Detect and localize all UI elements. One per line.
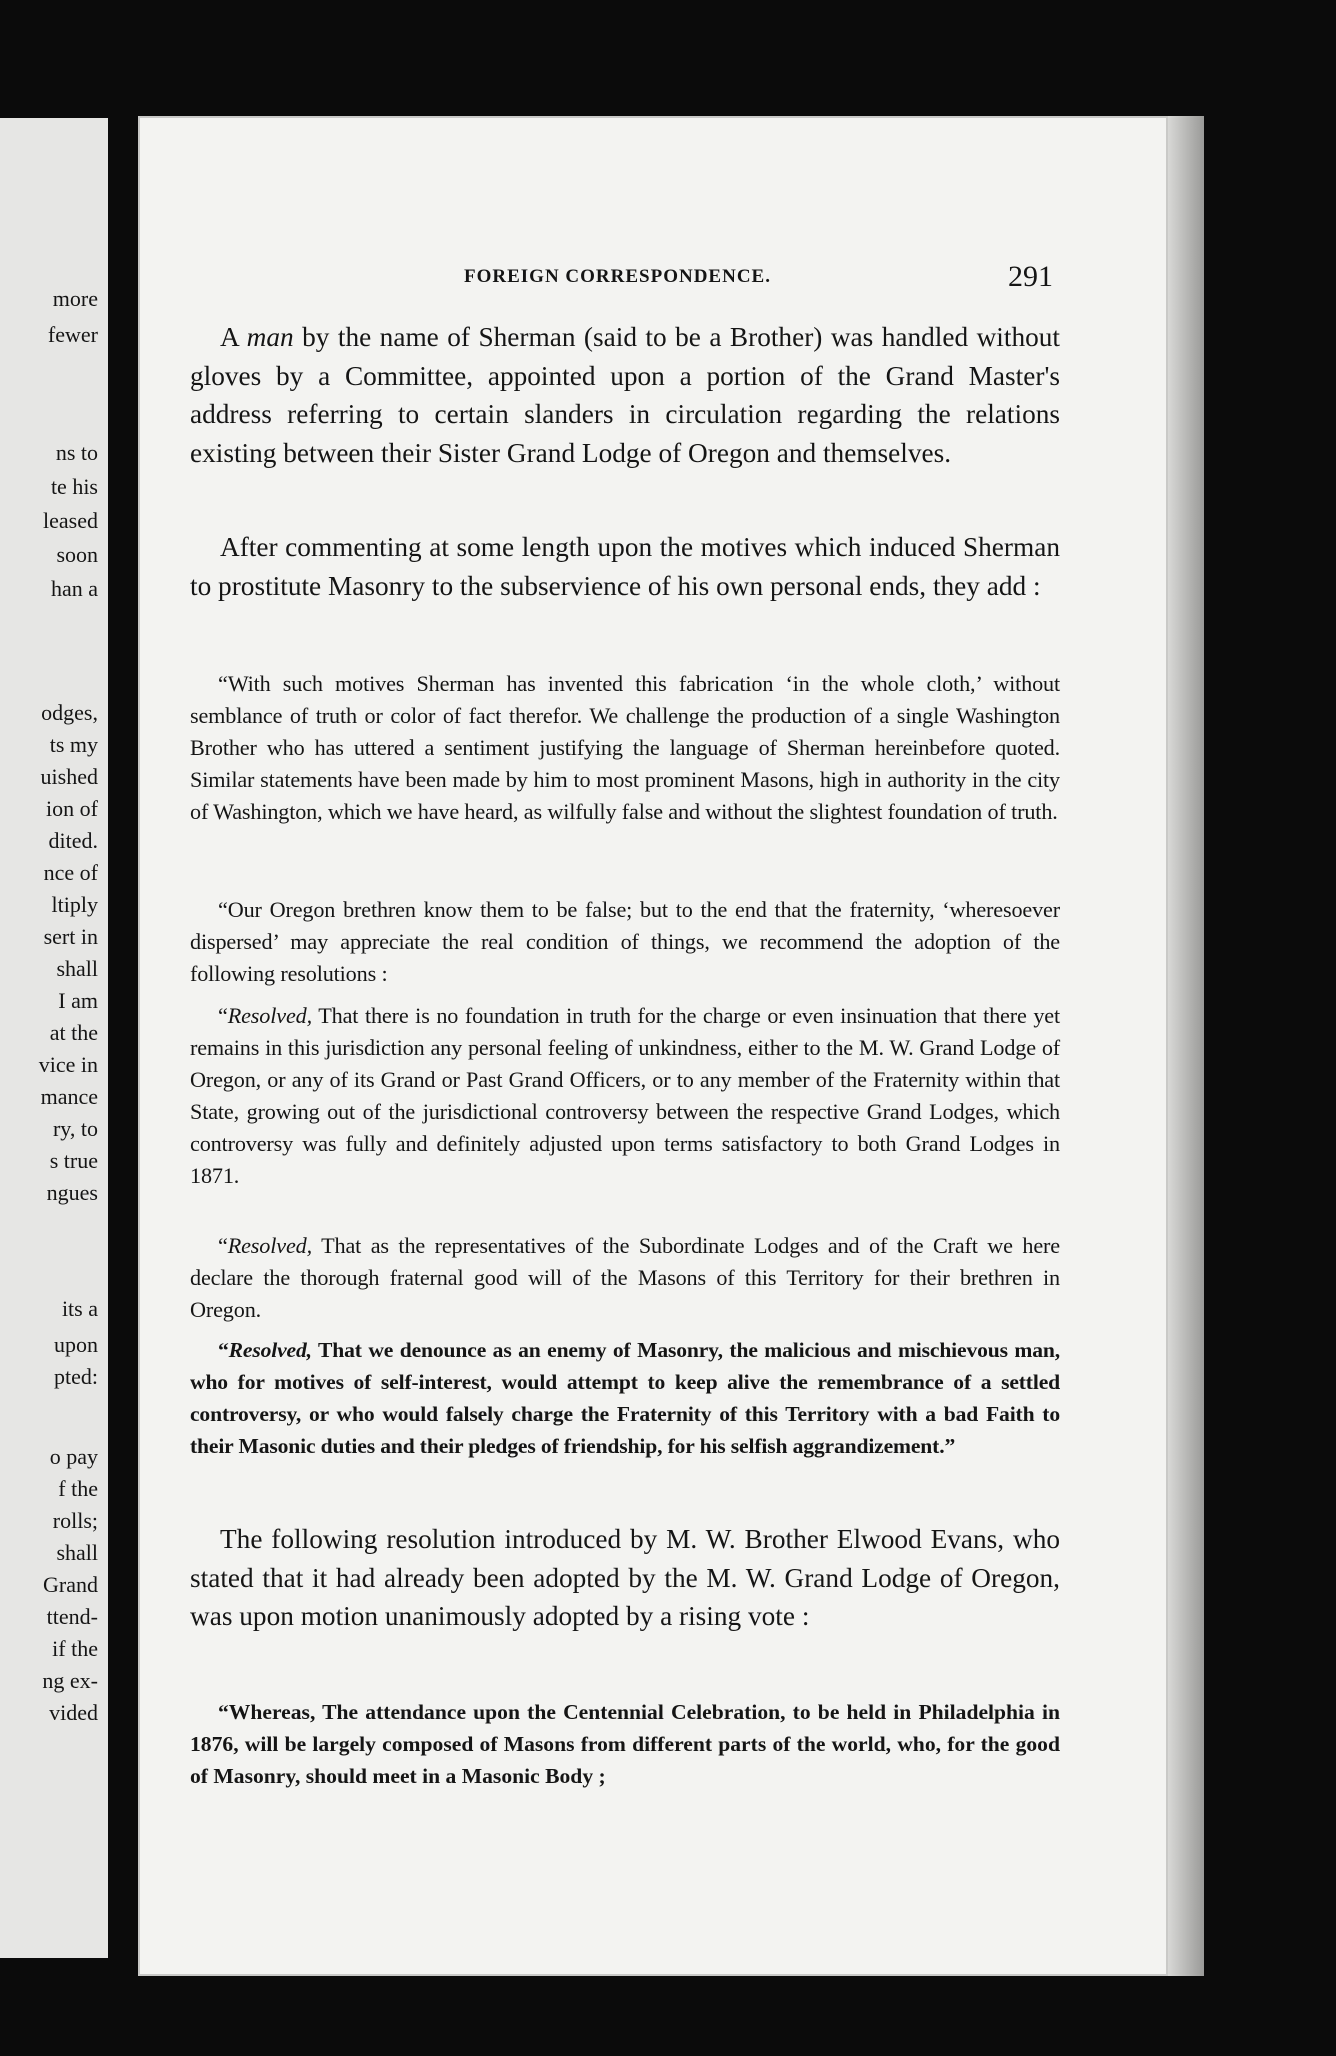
resolution-2: “Resolved, That as the representatives of the Subordinate Lodges and of the Craft we here declare the thorough fraternal good will of the Masons of this Territory for their brethren in Oregon. xyxy=(190,1233,1060,1322)
quote-2: “Our Oregon brethren know them to be false; but to the end that the fraternity, ‘wheresoever dispersed’ may appreciate the real condition of things, we recommend the adoption of the following resolutions : xyxy=(190,897,1060,986)
paragraph-2: After commenting at some length upon the motives which induced Sherman to prostitute Masonry to the subservience of his own personal ends, they add : xyxy=(190,532,1060,601)
previous-page-line: o pay xyxy=(49,1444,98,1469)
previous-page-line: ns to xyxy=(55,440,98,465)
running-head: FOREIGN CORRESPONDENCE. xyxy=(464,266,771,287)
previous-page-line: vice in xyxy=(38,1052,98,1077)
previous-page-line: ng ex- xyxy=(42,1668,98,1693)
previous-page-line: fewer xyxy=(47,322,98,347)
previous-page-line: nce of xyxy=(43,860,98,885)
previous-page-line: odges, xyxy=(41,700,98,725)
whereas-clause: “Whereas, The attendance upon the Centennial Celebration, to be held in Philadelphia in 1876, will be largely composed of Masons from different parts of the world, who, for the good of Masonry, should meet in a Masonic Body ; xyxy=(190,1700,1060,1788)
previous-page-line: s true xyxy=(49,1148,98,1173)
previous-page-line: ttend- xyxy=(46,1604,98,1629)
previous-page-line: if the xyxy=(52,1636,98,1661)
previous-page-line: ltiply xyxy=(51,892,98,917)
paragraph-3: The following resolution introduced by M. W. Brother Elwood Evans, who stated that it had already been adopted by the M. W. Grand Lodge of Oregon, was upon motion unanimously adopted by a rising vote : xyxy=(190,1524,1060,1631)
previous-page-line: mance xyxy=(40,1084,98,1109)
previous-page-line: uished xyxy=(40,764,98,789)
previous-page-line: more xyxy=(52,286,98,311)
previous-page-line: dited. xyxy=(48,828,98,853)
page-edge xyxy=(1168,116,1204,1976)
previous-page-line: ion of xyxy=(46,796,98,821)
previous-page-line: ry, to xyxy=(52,1116,98,1141)
previous-page-line: Grand xyxy=(43,1572,98,1597)
previous-page-strip xyxy=(0,118,108,1958)
previous-page-line: pted: xyxy=(54,1364,98,1389)
previous-page-line: te his xyxy=(50,474,98,499)
previous-page-line: sert in xyxy=(43,924,98,949)
previous-page-line: vided xyxy=(49,1700,98,1725)
italic-word: man xyxy=(246,322,294,352)
previous-page-line: rolls; xyxy=(52,1508,98,1533)
whereas-label: “Whereas, xyxy=(218,1700,316,1724)
previous-page-line: soon xyxy=(56,542,98,567)
resolution-3: “Resolved, That we denounce as an enemy of Masonry, the malicious and mischievous man, who for motives of self-interest, would attempt to keep alive the remembrance of a settled controversy, or who would falsely charge the Fraternity of this Territory with a bad Faith to their Masonic duties and their pledges of friendship, for his selfish aggrandizement.” xyxy=(190,1338,1060,1458)
previous-page-line: ts my xyxy=(49,732,98,757)
previous-page-line: I am xyxy=(58,988,98,1013)
previous-page-line: f the xyxy=(58,1476,98,1501)
resolved-label: Resolved, xyxy=(227,1233,312,1258)
previous-page-line: ngues xyxy=(46,1180,98,1205)
previous-page-line: at the xyxy=(49,1020,98,1045)
previous-page-line: han a xyxy=(50,576,98,601)
previous-page-line: shall xyxy=(56,956,98,981)
resolution-1: “Resolved, That there is no foundation in truth for the charge or even insinuation that there yet remains in this jurisdiction any personal feeling of unkindness, either to the M. W. Grand Lodge of Oregon, or any of its Grand or Past Grand Officers, or to any member of the Fraternity within that State, growing out of the jurisdictional controversy between the respective Grand Lodges, which controversy was fully and definitely adjusted upon terms satisfactory to both Grand Lodges in 1871. xyxy=(190,1003,1060,1188)
paragraph-1: A man by the name of Sherman (said to be a Brother) was handled without gloves by a Committee, appointed upon a portion of the Grand Master's address referring to certain slanders in circulation regarding the relations existing between their Sister Grand Lodge of Oregon and themselves. xyxy=(190,322,1061,468)
previous-page-line: upon xyxy=(54,1332,98,1357)
resolved-label: Resolved, xyxy=(227,1003,312,1028)
resolved-label: Resolved, xyxy=(228,1338,312,1362)
previous-page-line: shall xyxy=(56,1540,98,1565)
quote-1: “With such motives Sherman has invented this fabrication ‘in the whole cloth,’ without semblance of truth or color of fact therefor. We challenge the production of a single Washington Brother who has uttered a sentiment justifying the language of Sherman hereinbefore quoted. Similar statements have been made by him to most prominent Masons, high in authority in the city of Washington, which we have heard, as wilfully false and without the slightest foundation of truth. xyxy=(190,671,1060,824)
page-number: 291 xyxy=(1008,260,1053,293)
previous-page-line: its a xyxy=(61,1296,98,1321)
previous-page-line: leased xyxy=(43,508,98,533)
